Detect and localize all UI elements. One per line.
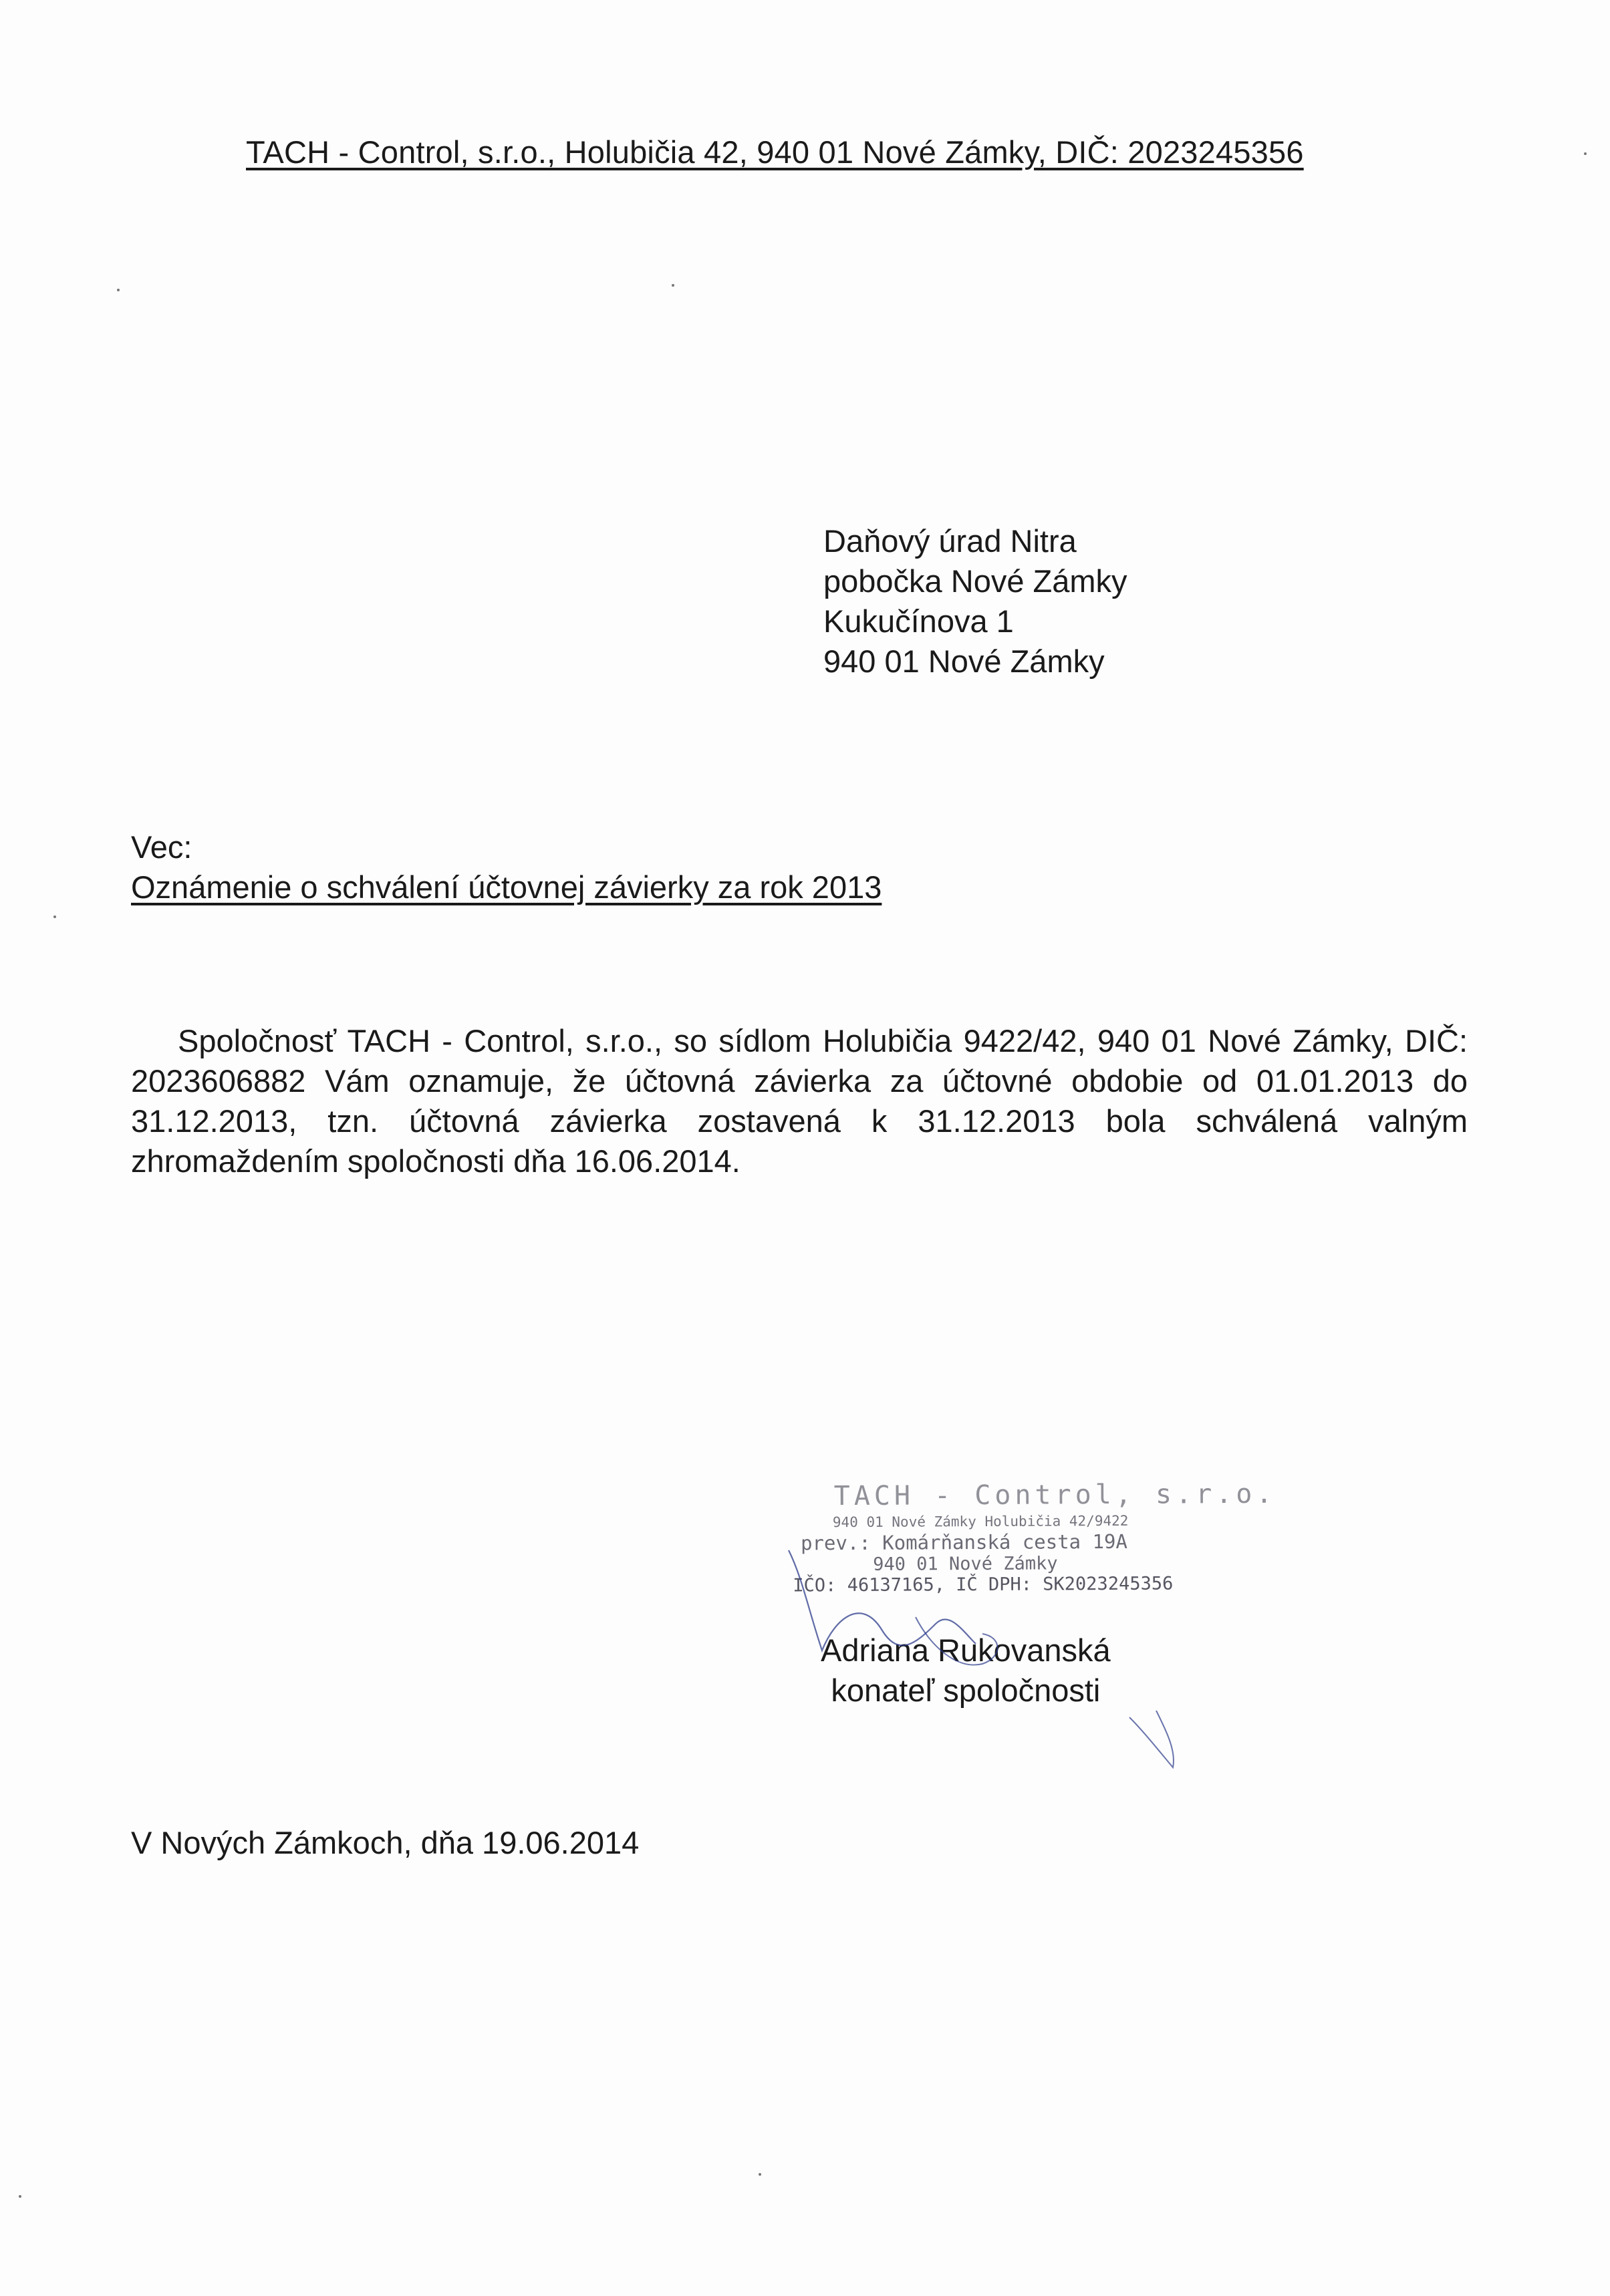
scan-speck [53, 915, 56, 918]
body-paragraph: Spoločnosť TACH - Control, s.r.o., so sídlom Holubičia 9422/42, 940 01 Nové Zámky, DIČ: 2023606882 Vám oznamuje, že účtovná závierka za účtovné obdobie od 01.01.2013 do 31.12.2013, tzn. účtovná závierka zostavená k 31.12.2013 bola schválená valným zhromaždením spoločnosti dňa 16.06.2014. [131, 1023, 1468, 1179]
signer-name: Adriana Rukovanská [821, 1632, 1111, 1668]
stamp-line: 940 01 Nové Zámky [873, 1553, 1058, 1575]
signer-role: konateľ spoločnosti [831, 1673, 1101, 1708]
scan-speck [759, 2173, 761, 2176]
scan-speck [1584, 152, 1587, 155]
stamp-line: IČO: 46137165, IČ DPH: SK2023245356 [793, 1573, 1174, 1596]
place-and-date: V Nových Zámkoch, dňa 19.06.2014 [131, 1825, 640, 1860]
stamp-line: TACH - Control, s.r.o. [833, 1478, 1277, 1512]
stamp-line: prev.: Komárňanská cesta 19A [800, 1530, 1127, 1555]
handwritten-signature [782, 1517, 1196, 1771]
recipient-line: Daňový úrad Nitra [823, 523, 1077, 559]
sender-header: TACH - Control, s.r.o., Holubičia 42, 940 01 Nové Zámky, DIČ: 2023245356 [246, 134, 1304, 170]
recipient-line: pobočka Nové Zámky [823, 563, 1127, 599]
recipient-address [823, 521, 1127, 682]
recipient-line: 940 01 Nové Zámky [823, 643, 1105, 679]
subject-title: Oznámenie o schválení účtovnej závierky za rok 2013 [131, 869, 882, 905]
stamp-line: 940 01 Nové Zámky Holubičia 42/9422 [832, 1512, 1129, 1531]
recipient-line: Kukučínova 1 [823, 603, 1014, 639]
subject-label: Vec: [131, 829, 192, 865]
scan-speck [19, 2195, 21, 2198]
scan-speck [672, 284, 674, 287]
scan-speck [117, 289, 120, 291]
